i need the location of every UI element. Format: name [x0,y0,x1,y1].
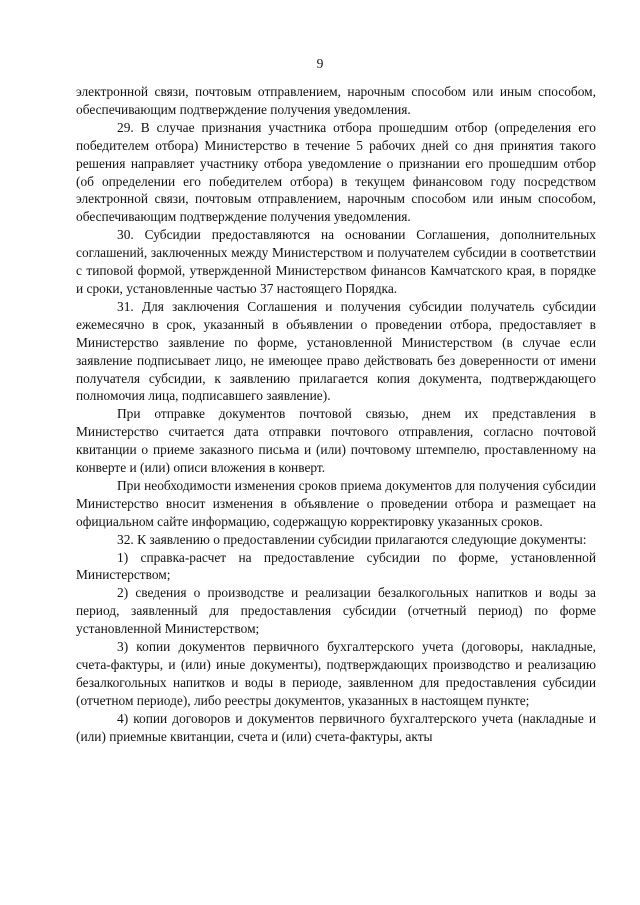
paragraph-deadline-change: При необходимости изменения сроков приема документов для получения субсидии Министерство вносит изменения в объявление о проведении отбора и размещает на официальном сайте информацию, содержащую корректировку указанных сроков. [76,477,596,529]
paragraph-32: 32. К заявлению о предоставлении субсидии прилагаются следующие документы: [117,531,587,547]
list-item-3: 3) копии документов первичного бухгалтерского учета (договоры, накладные, счета-фактуры, и (или) иные документы), подтверждающих производство и реализацию безалкогольных напитков и воды в периоде, заявленном для предоставления субсидии (отчетном периоде), либо реестры документов, указанных в настоящем пункте; [76,639,596,708]
paragraph-29: 29. В случае признания участника отбора прошедшим отбор (определения его победителем отбора) Министерство в течение 5 рабочих дней со дня принятия такого решения направляет участнику отбора уведомление о признании его прошедшим отбор (об определении его победителем отбора) в текущем финансовом году посредством электронной связи, почтовым отправлением, нарочным способом или иным способом, обеспечивающим подтверждение получения уведомления. [76,119,596,225]
list-item-2: 2) сведения о производстве и реализации безалкогольных напитков и воды за период, заявленный для предоставления субсидии (отчетный период) по форме установленной Министерством; [76,585,596,637]
paragraph-30: 30. Субсидии предоставляются на основании Соглашения, дополнительных соглашений, заключенных между Министерством и получателем субсидии в соответствии с типовой формой, утвержденной Министерством финансов Камчатского края, в порядке и сроки, установленные частью 37 настоящего Порядка. [76,227,596,296]
list-item-1: 1) справка-расчет на предоставление субсидии по форме, установленной Министерством; [76,549,596,583]
document-body [76,83,596,746]
page-number: 9 [316,56,324,71]
paragraph-31: 31. Для заключения Соглашения и получения субсидии получатель субсидии ежемесячно в срок, указанный в объявлении о проведении отбора, предоставляет в Министерство заявление по форме, установленной Министерством (в случае если заявление подписывает лицо, не имеющее право действовать без доверенности от имени получателя субсидии, к заявлению прилагается копия документа, подтверждающего полномочия лица, подписавшего заявление). [76,298,596,404]
list-item-4: 4) копии договоров и документов первичного бухгалтерского учета (накладные и (или) приемные квитанции, счета и (или) счета-фактуры, акты [76,710,596,744]
paragraph-postal-submission: При отправке документов почтовой связью, днем их представления в Министерство считается дата отправки почтового отправления, согласно почтовой квитанции о приеме заказного письма и (или) почтовому штемпелю, проставленному на конверте и (или) описи вложения в конверт. [76,406,596,476]
paragraph-continuation: электронной связи, почтовым отправлением, нарочным способом или иным способом, обеспечивающим подтверждение получения уведомления. [76,84,596,117]
